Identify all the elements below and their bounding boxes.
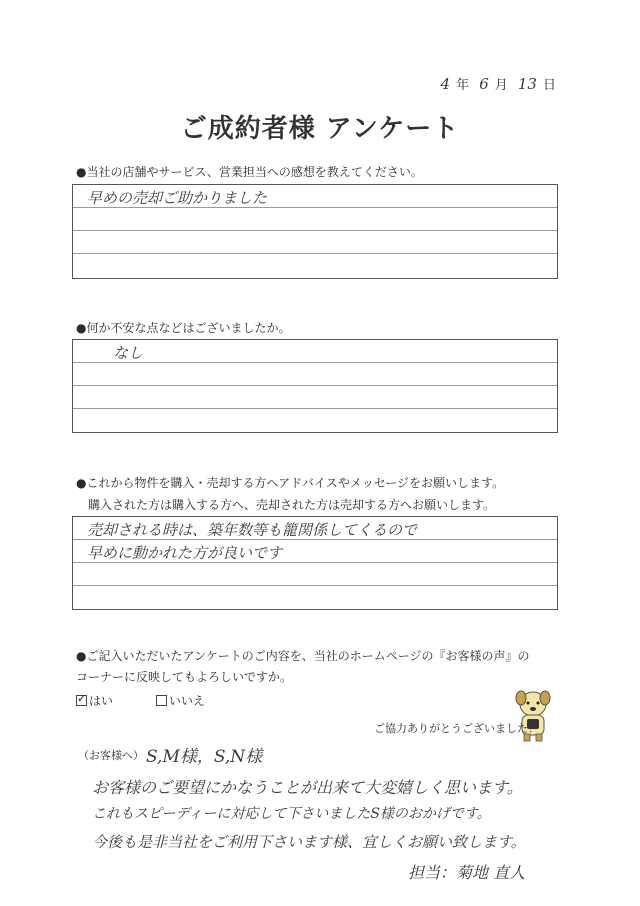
day-label: 日 <box>542 78 556 93</box>
answer-2-text: なし <box>113 344 144 362</box>
thanks-message: ご協力ありがとうございました！ <box>374 722 539 735</box>
answer-3-line2: 早めに動かれた方が良いです <box>87 544 283 562</box>
message-line-3: 今後も是非当社をご利用下さいます様、宜しくお願い致します。 <box>92 833 526 851</box>
answer-line <box>73 208 557 231</box>
answer-3-line1: 売却される時は、築年数等も籠関係してくるので <box>87 521 418 539</box>
answer-line <box>73 586 557 609</box>
consent-no[interactable] <box>156 692 205 709</box>
message-line-1: お客様のご要望にかなうことが出来て大変嬉しく思います。 <box>92 778 523 797</box>
question-4-sub: コーナーに反映してもよろしいですか。 <box>76 670 293 684</box>
survey-date <box>434 74 556 93</box>
answer-box-2[interactable] <box>72 339 558 433</box>
question-1: ●当社の店舗やサービス、営業担当への感想を教えてください。 <box>76 165 423 179</box>
question-4: ●ご記入いただいたアンケートのご内容を、当社のホームページの『お客様の声』の <box>76 649 530 663</box>
page-title: ご成約者様 アンケート <box>180 114 460 144</box>
question-3-sub: 購入された方は購入する方へ、売却された方は売却する方へお願いします。 <box>88 498 496 512</box>
year-value: 4 <box>440 75 451 93</box>
to-customer-label: （お客様へ） <box>78 749 144 762</box>
question-3: ●これから物件を購入・売却する方へアドバイスやメッセージをお願いします。 <box>76 476 505 490</box>
question-2: ●何か不安な点などはございましたか。 <box>76 321 291 335</box>
answer-box-3[interactable] <box>72 516 558 610</box>
year-label: 年 <box>456 78 470 93</box>
answer-line <box>73 363 557 386</box>
checkbox-empty-icon[interactable] <box>156 695 167 706</box>
month-value: 6 <box>479 75 489 93</box>
day-value: 13 <box>517 75 537 93</box>
answer-line <box>73 185 557 208</box>
answer-line <box>73 563 557 586</box>
answer-box-1[interactable] <box>72 184 558 279</box>
no-label: いいえ <box>169 694 206 708</box>
message-line-2: これもスピーディーに対応して下さいましたS様のおかげです。 <box>92 806 491 822</box>
answer-line <box>73 540 557 563</box>
answer-line <box>73 231 557 254</box>
answer-line <box>73 340 557 363</box>
yes-label: はい <box>89 694 114 708</box>
answer-line <box>73 517 557 540</box>
month-label: 月 <box>494 78 508 93</box>
staff-signature: 担当：菊地 直人 <box>408 863 526 882</box>
answer-1-text: 早めの売却ご助かりました <box>87 189 268 207</box>
answer-line <box>73 254 557 277</box>
customer-names: S,M様，S,N様 <box>146 747 263 767</box>
answer-line <box>73 386 557 409</box>
answer-line <box>73 409 557 432</box>
checkbox-checked-icon[interactable] <box>76 695 87 706</box>
consent-yes[interactable] <box>76 692 113 709</box>
